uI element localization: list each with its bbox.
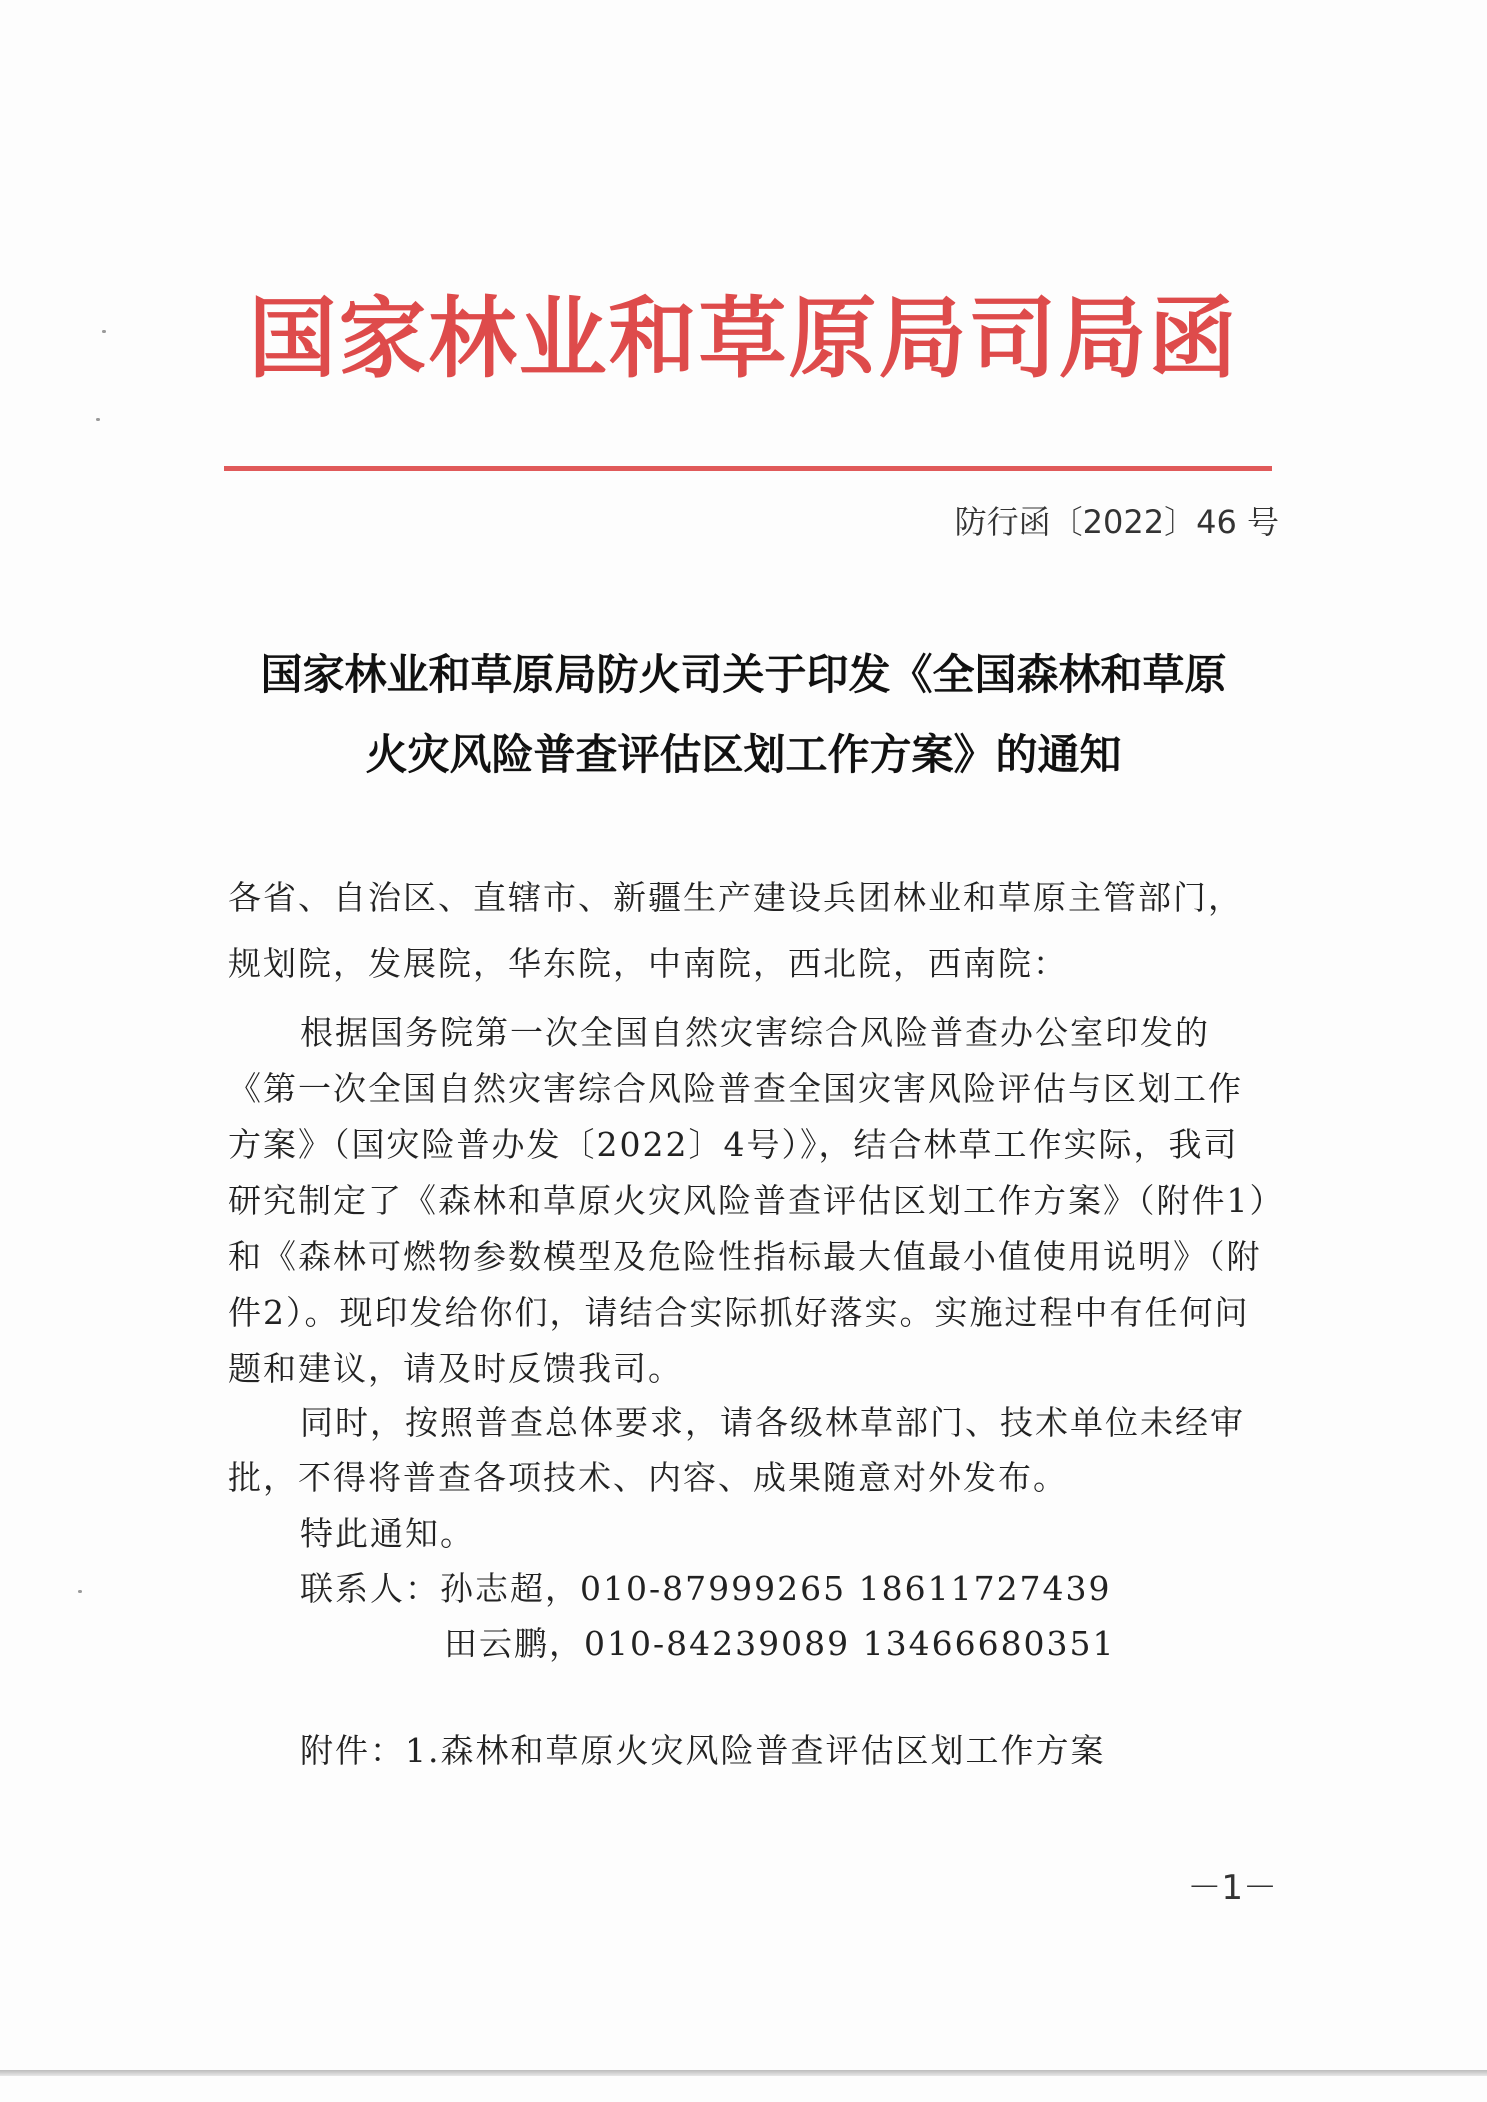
contact-line-2: 田云鹏，010-84239089 13466680351 bbox=[444, 1624, 1116, 1663]
document-number: 防行函〔2022〕46 号 bbox=[954, 503, 1279, 541]
paragraph-1-line-3: 方案》（国灾险普办发〔2022〕4号）》，结合林草工作实际，我司 bbox=[228, 1125, 1239, 1164]
contact-line-1: 联系人：孙志超，010-87999265 18611727439 bbox=[300, 1569, 1112, 1608]
paragraph-1-line-4: 研究制定了《森林和草原火灾风险普查评估区划工作方案》（附件1） bbox=[228, 1181, 1285, 1220]
red-divider-line bbox=[224, 466, 1272, 471]
paragraph-1-line-7: 题和建议，请及时反馈我司。 bbox=[228, 1349, 683, 1388]
paragraph-1-line-1: 根据国务院第一次全国自然灾害综合风险普查办公室印发的 bbox=[300, 1013, 1210, 1052]
paragraph-1-line-2: 《第一次全国自然灾害综合风险普查全国灾害风险评估与区划工作 bbox=[228, 1069, 1243, 1108]
attachment-line: 附件：1.森林和草原火灾风险普查评估区划工作方案 bbox=[300, 1731, 1106, 1770]
paragraph-2-line-2: 批，不得将普查各项技术、内容、成果随意对外发布。 bbox=[228, 1458, 1068, 1497]
paragraph-1-line-6: 件2）。现印发给你们，请结合实际抓好落实。实施过程中有任何问 bbox=[228, 1293, 1250, 1332]
paragraph-1-line-5: 和《森林可燃物参数模型及危险性指标最大值最小值使用说明》（附 bbox=[228, 1237, 1262, 1276]
page-number: －1－ bbox=[1187, 1868, 1277, 1908]
paragraph-2-line-1: 同时，按照普查总体要求，请各级林草部门、技术单位未经审 bbox=[300, 1403, 1245, 1442]
scan-speck bbox=[102, 330, 106, 333]
closing-notice: 特此通知。 bbox=[300, 1514, 475, 1553]
notice-title-line-2: 火灾风险普查评估区划工作方案》的通知 bbox=[365, 730, 1122, 779]
scan-bottom-edge bbox=[0, 2070, 1487, 2076]
notice-title-line-1: 国家林业和草原局防火司关于印发《全国森林和草原 bbox=[260, 650, 1227, 699]
recipients-line-1: 各省、自治区、直辖市、新疆生产建设兵团林业和草原主管部门， bbox=[228, 878, 1243, 917]
recipients-line-2: 规划院，发展院，华东院，中南院，西北院，西南院： bbox=[228, 944, 1068, 983]
scan-speck bbox=[96, 418, 100, 421]
scan-speck bbox=[78, 1590, 82, 1593]
letterhead-title: 国家林业和草原局司局函 bbox=[248, 287, 1239, 390]
